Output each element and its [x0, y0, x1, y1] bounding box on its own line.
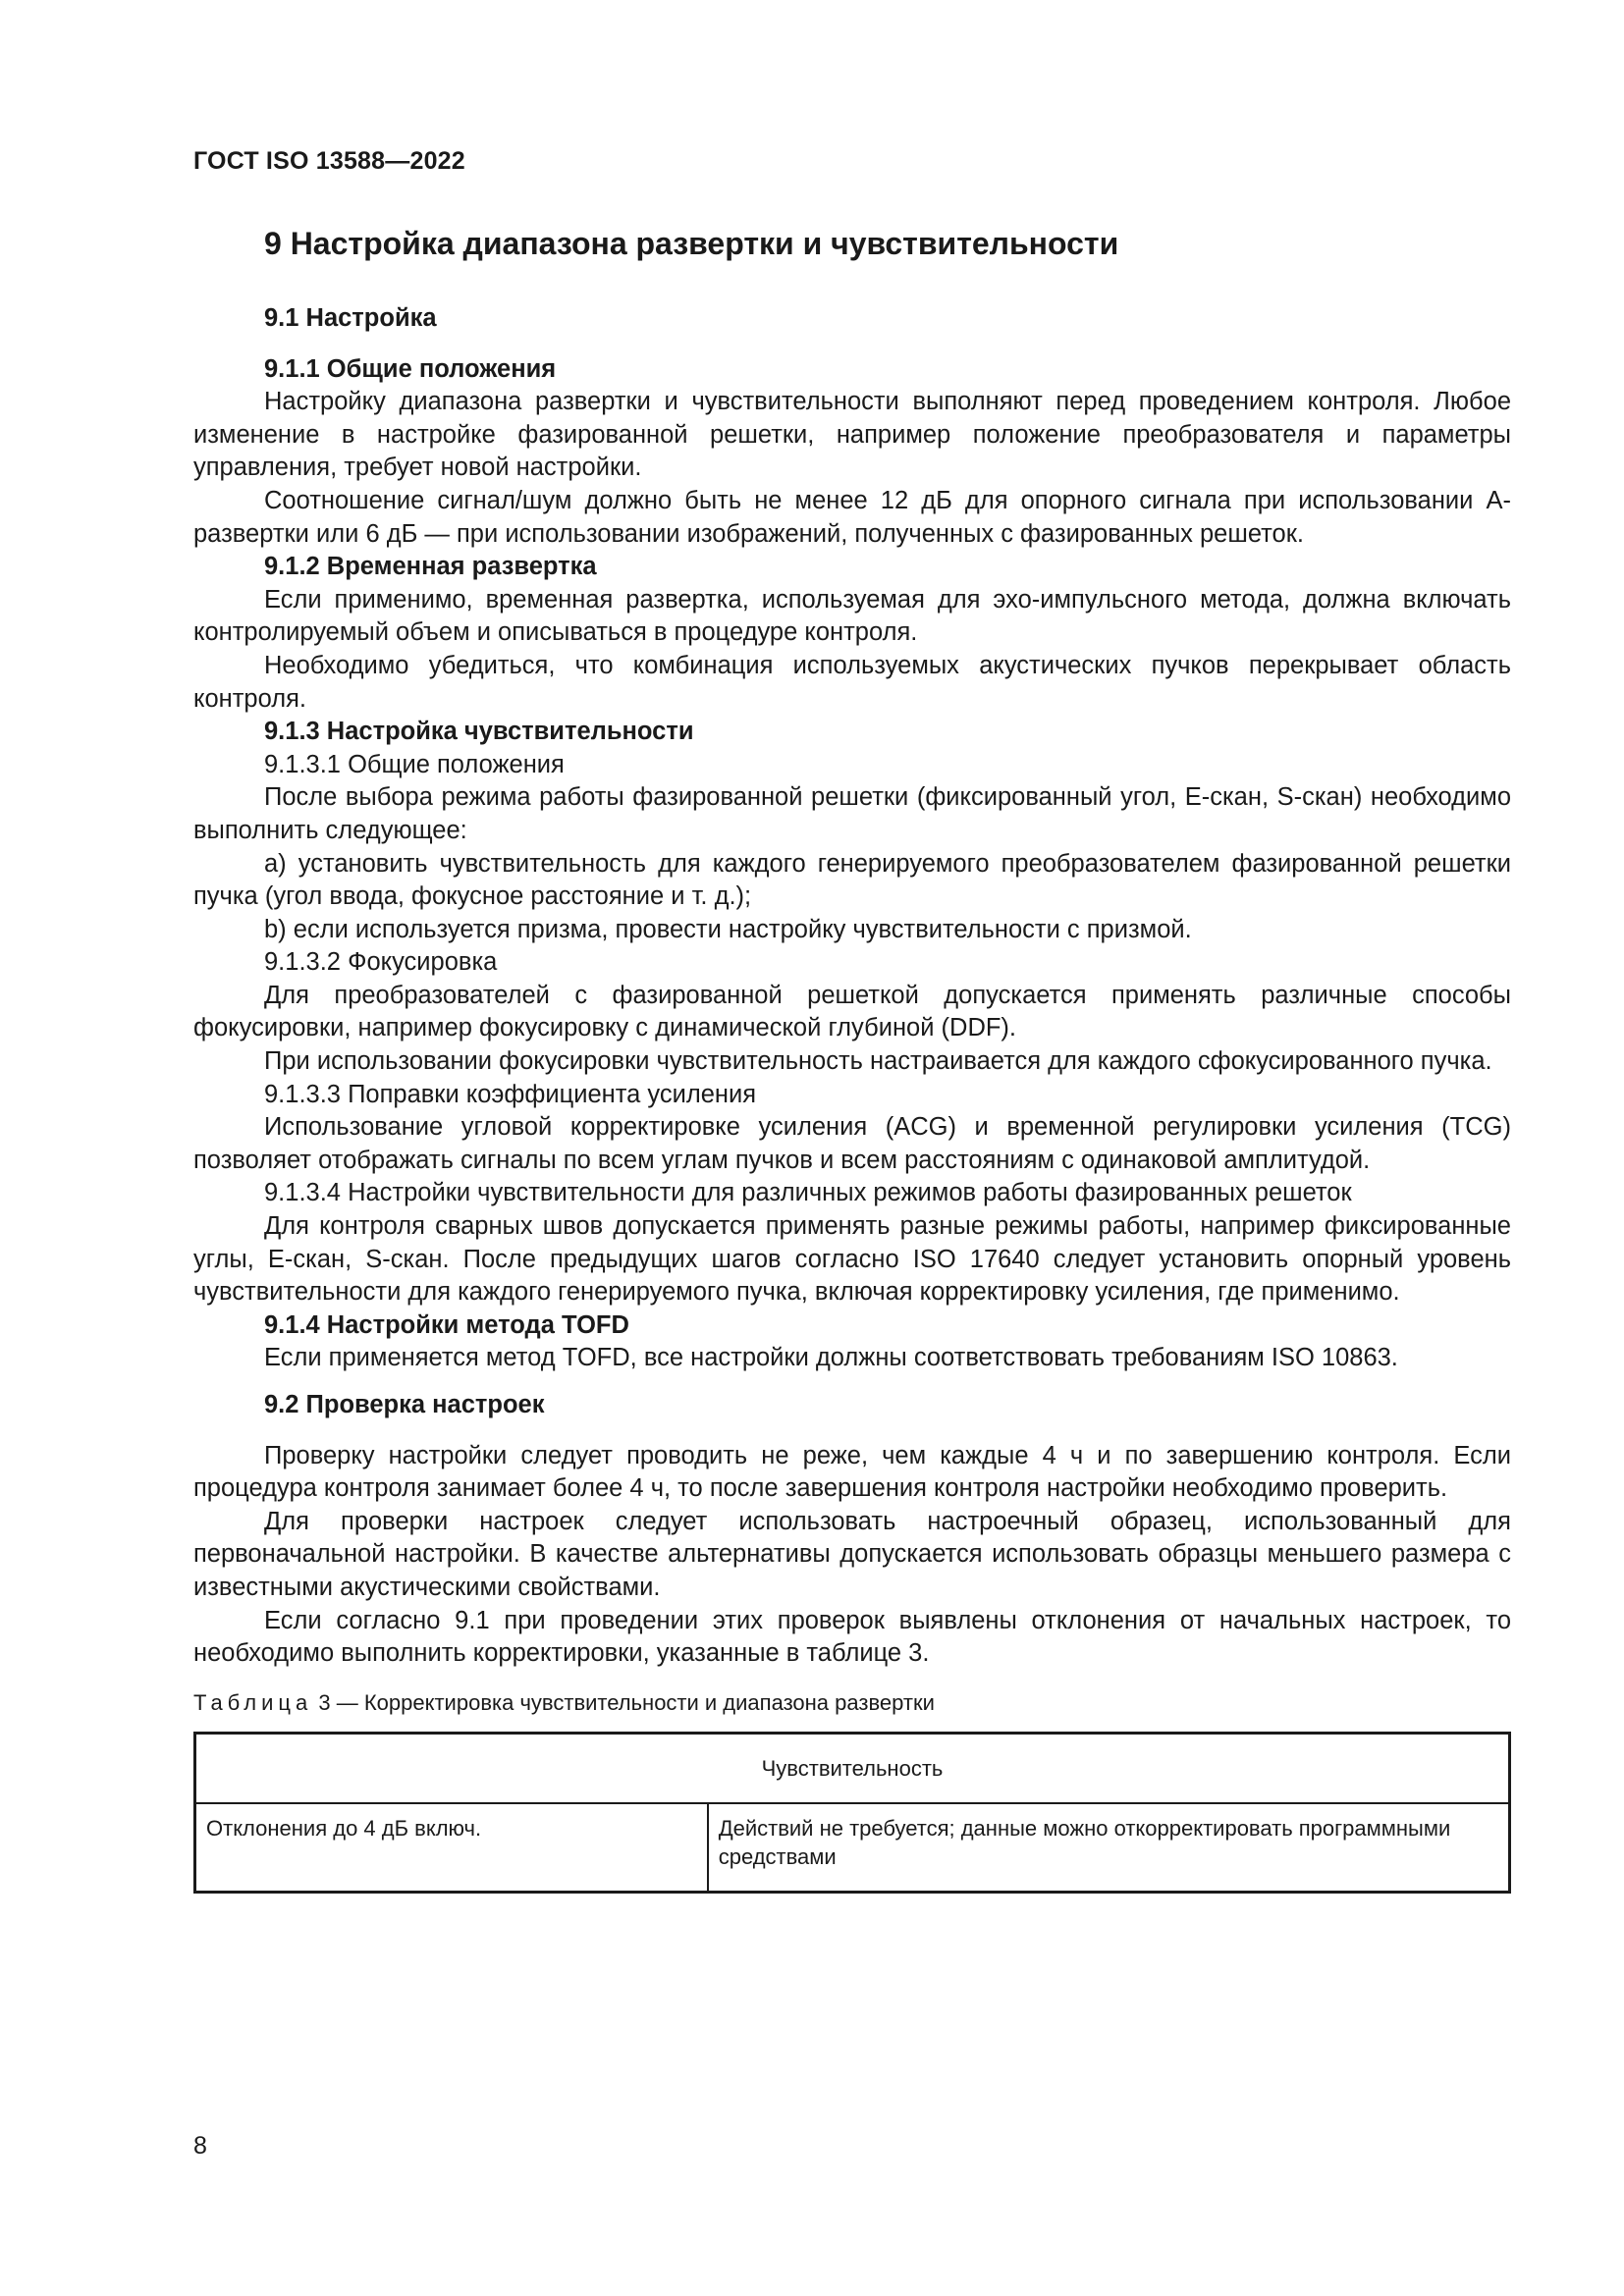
paragraph: Настройку диапазона развертки и чувствительности выполняют перед проведением контроля. Любое изменение в настройке фазированной решетки, например положение преобразователя и параметры управления, требует новой настройки.	[193, 388, 1511, 482]
subsection-9-1-title: 9.1 Настройка	[264, 304, 437, 332]
table-caption-text: 3 — Корректировка чувствительности и диапазона развертки	[318, 1689, 935, 1715]
table-cell-deviation: Отклонения до 4 дБ включ.	[195, 1803, 708, 1893]
clause-9-1-4-title: 9.1.4 Настройки метода TOFD	[264, 1310, 629, 1339]
table-caption-word: Таблица	[193, 1689, 313, 1715]
table-row	[195, 1803, 1510, 1893]
paragraph: Для проверки настроек следует использовать настроечный образец, использованный для первоначальной настройки. В качестве альтернативы допускается использовать образцы меньшего размера с известными акустическими свойствами.	[193, 1507, 1511, 1601]
page-content	[193, 224, 1511, 1894]
table-caption	[193, 1688, 1511, 1718]
list-item-a: а) установить чувствительность для каждого генерируемого преобразователем фазированной решетки пучка (угол ввода, фокусное расстояние и т. д.);	[193, 849, 1511, 911]
paragraph: Если согласно 9.1 при проведении этих проверок выявлены отклонения от начальных настроек, то необходимо выполнить корректировки, указанные в таблице 3.	[193, 1606, 1511, 1668]
subsection-9-2-title: 9.2 Проверка настроек	[264, 1391, 545, 1418]
clause-9-1-1-title: 9.1.1 Общие положения	[264, 354, 557, 383]
paragraph: Соотношение сигнал/шум должно быть не менее 12 дБ для опорного сигнала при использовании А-развертки или 6 дБ — при использовании изображений, полученных с фазированных решеток.	[193, 486, 1511, 548]
paragraph: Если применимо, временная развертка, используемая для эхо-импульсного метода, должна включать контролируемый объем и описываться в процедуре контроля.	[193, 585, 1511, 647]
clause-9-1-3-title: 9.1.3 Настройка чувствительности	[264, 718, 694, 746]
paragraph: Проверку настройки следует проводить не реже, чем каждые 4 ч и по завершению контроля. Если процедура контроля занимает более 4 ч, то после завершения контроля настройки необходимо проверить.	[193, 1441, 1511, 1503]
clause-9-1-3-3-title: 9.1.3.3 Поправки коэффициента усиления	[264, 1080, 757, 1108]
paragraph: Если применяется метод TOFD, все настройки должны соответствовать требованиям ISO 10863.	[264, 1344, 1398, 1372]
paragraph: После выбора режима работы фазированной решетки (фиксированный угол, Е-скан, S-скан) необходимо выполнить следующее:	[193, 783, 1511, 844]
clause-9-1-3-2-title: 9.1.3.2 Фокусировка	[264, 948, 498, 977]
document-id-header: ГОСТ ISO 13588—2022	[193, 147, 465, 175]
paragraph: Использование угловой корректировке усиления (ACG) и временной регулировки усиления (TCG) позволяет отображать сигналы по всем углам пучков и всем расстояниям с одинаковой амплитудой.	[193, 1113, 1511, 1174]
clause-9-1-3-1-title: 9.1.3.1 Общие положения	[264, 750, 565, 778]
section-title: 9 Настройка диапазона развертки и чувствительности	[264, 226, 1119, 261]
table-cell-action: Действий не требуется; данные можно откорректировать программными средствами	[708, 1803, 1510, 1893]
page-number: 8	[193, 2132, 207, 2160]
clause-9-1-2-title: 9.1.2 Временная развертка	[264, 553, 597, 581]
paragraph: Необходимо убедиться, что комбинация используемых акустических пучков перекрывает область контроля.	[193, 651, 1511, 713]
table-header-row	[195, 1733, 1510, 1803]
paragraph: Для контроля сварных швов допускается применять разные режимы работы, например фиксированные углы, Е-скан, S-скан. После предыдущих шагов согласно ISO 17640 следует установить опорный уровень чувствительности для каждого генерируемого пучка, включая корректировку усиления, где применимо.	[193, 1212, 1511, 1307]
sensitivity-correction-table	[193, 1732, 1511, 1894]
table-header-cell: Чувствительность	[195, 1733, 1510, 1803]
clause-9-1-3-4-title: 9.1.3.4 Настройки чувствительности для различных режимов работы фазированных решеток	[264, 1179, 1352, 1207]
list-item-b: b) если используется призма, провести настройку чувствительности с призмой.	[264, 915, 1192, 943]
paragraph: При использовании фокусировки чувствительность настраивается для каждого сфокусированного пучка.	[264, 1047, 1492, 1076]
paragraph: Для преобразователей с фазированной решеткой допускается применять различные способы фокусировки, например фокусировку с динамической глубиной (DDF).	[193, 981, 1511, 1042]
